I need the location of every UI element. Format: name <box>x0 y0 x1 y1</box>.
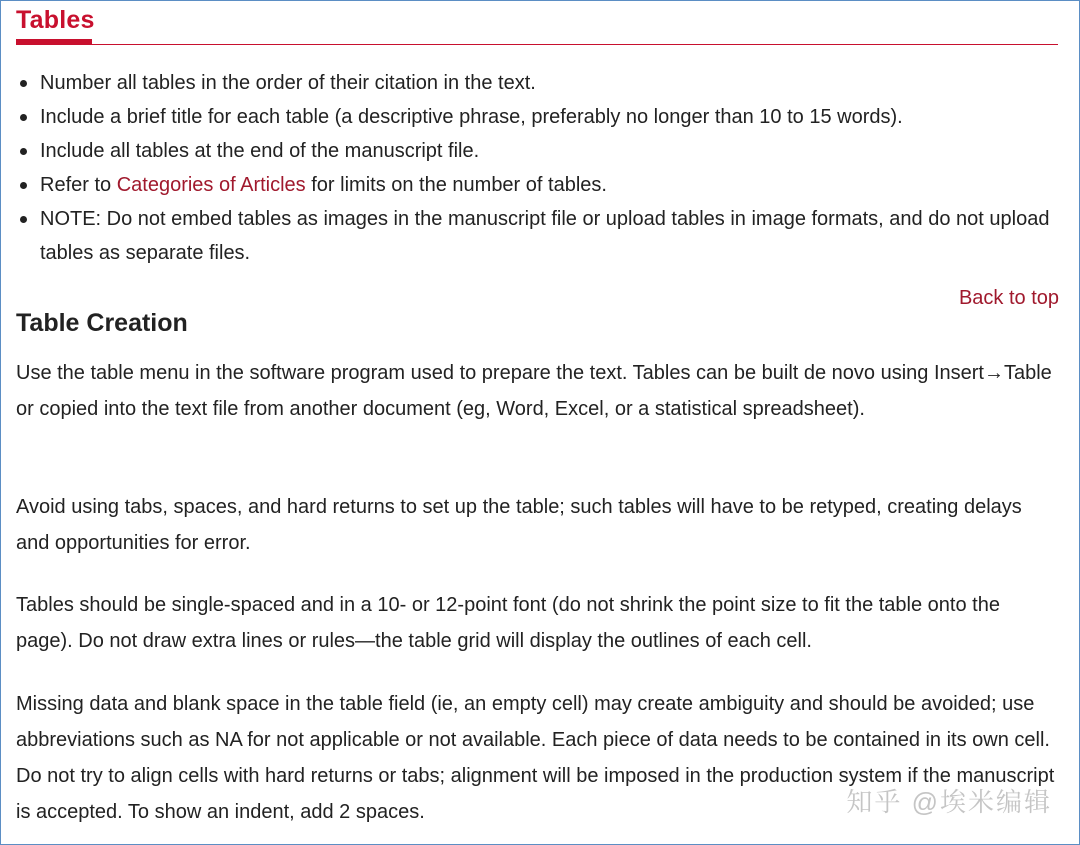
table-guidelines-list <box>18 66 1058 270</box>
paragraph: Avoid using tabs, spaces, and hard returns to set up the table; such tables will have to be retyped, creating delays and opportunities for error. <box>16 496 1022 554</box>
list-item-text: Include a brief title for each table (a descriptive phrase, preferably no longer than 10 to 15 words). <box>40 106 903 128</box>
bullet-icon <box>20 216 27 223</box>
bullet-icon <box>20 182 27 189</box>
section-header <box>16 4 1058 46</box>
paragraph: Missing data and blank space in the table field (ie, an empty cell) may create ambiguity and should be avoided; use abbreviations such as NA for not applicable or not available. Each piece of data needs to be contained in its own cell. Do not try to align cells with hard returns or tabs; alignment will be imposed in the production system if the manuscript is accepted. To show an indent, add 2 spaces. <box>16 693 1055 823</box>
list-item <box>18 134 1058 168</box>
paragraph: Use the table menu in the software program used to prepare the text. Tables can be built de novo using Insert→Table or copied into the text file from another document (eg, Word, Excel, or a statistical spreadsheet). <box>16 362 1052 420</box>
back-to-top-link[interactable]: Back to top <box>958 287 1059 309</box>
list-item <box>18 168 1058 202</box>
subsection-title: Table Creation <box>16 309 188 337</box>
section-title: Tables <box>16 6 95 34</box>
list-item <box>18 66 1058 100</box>
bullet-icon <box>20 114 27 121</box>
bullet-icon <box>20 80 27 87</box>
list-item-text-before: Refer to <box>40 174 117 196</box>
list-item-text: NOTE: Do not embed tables as images in the manuscript file or upload tables in image formats, and do not upload tables as separate files. <box>40 208 1050 264</box>
list-item <box>18 100 1058 134</box>
title-divider <box>16 44 1058 45</box>
list-item <box>18 202 1058 270</box>
list-item-text: Include all tables at the end of the manuscript file. <box>40 140 480 162</box>
list-item-text: Number all tables in the order of their citation in the text. <box>40 72 536 94</box>
bullet-icon <box>20 148 27 155</box>
list-item-text-after: for limits on the number of tables. <box>305 174 607 196</box>
paragraph: Tables should be single-spaced and in a 10- or 12-point font (do not shrink the point size to fit the table onto the page). Do not draw extra lines or rules—the table grid will display the outlines of each cell. <box>16 594 1000 652</box>
watermark: 知乎 @埃米编辑 <box>846 787 1052 817</box>
categories-of-articles-link[interactable]: Categories of Articles <box>116 174 306 196</box>
